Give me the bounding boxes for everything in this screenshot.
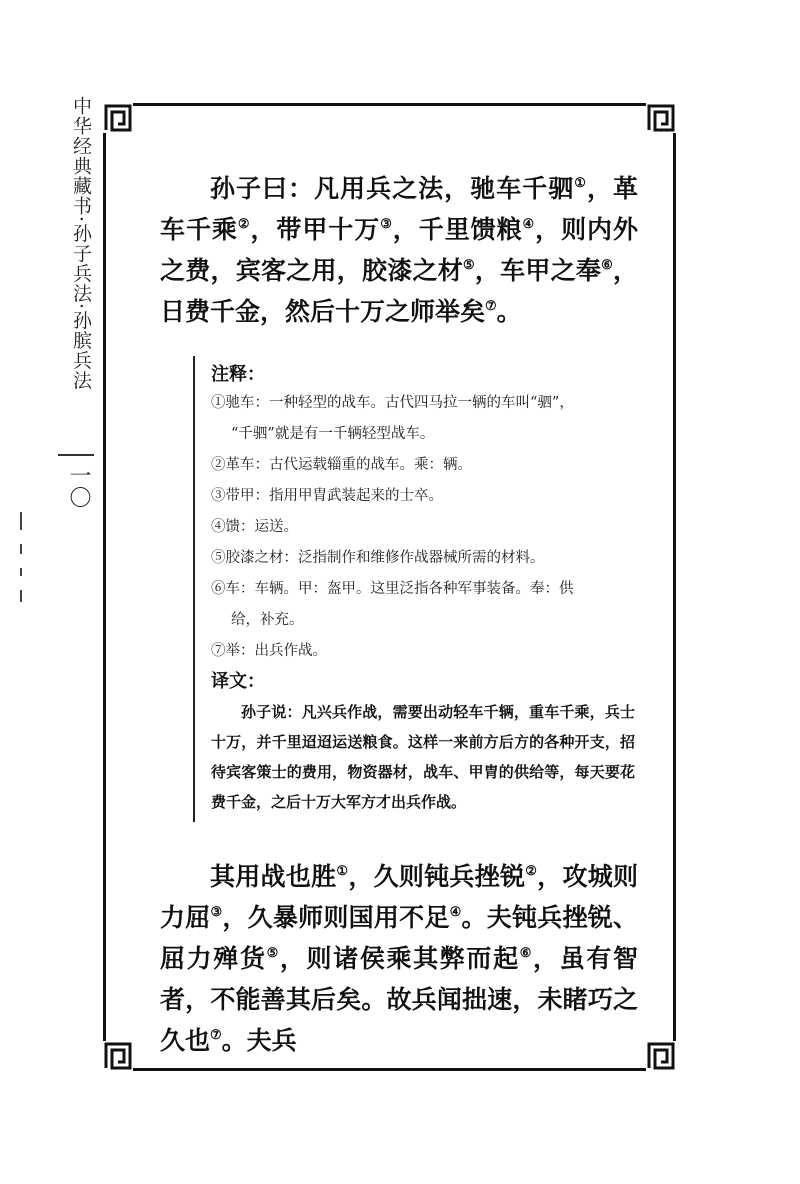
corner-ornament-icon	[646, 103, 676, 133]
note-marker: ⑥	[519, 946, 534, 961]
annotation-box	[193, 356, 635, 822]
note-marker: ②	[525, 864, 538, 879]
text-run: ，带甲十万	[250, 215, 381, 244]
note-item	[211, 543, 635, 574]
corner-ornament-icon	[646, 1041, 676, 1071]
text-run: ，久暴师则国用不足	[222, 903, 450, 932]
note-text: ③带甲：指用甲胄武装起来的士卒。	[211, 488, 443, 504]
text-run: ，虽有智者，不能善其后矣。故兵闻拙速，未睹巧之久也	[160, 944, 638, 1055]
text-run: 。夫钝兵挫锐、屈力殚货	[160, 903, 638, 973]
text-run: ，车甲之奉	[474, 256, 602, 285]
text-run: ，革车千乘	[160, 174, 638, 244]
note-marker: ①	[574, 176, 587, 191]
margin-marks	[20, 512, 26, 616]
note-item	[211, 481, 635, 512]
text-run: 孙子曰：凡用兵之法，驰车千驷	[210, 174, 575, 203]
text-run: ，千里馈粮	[392, 215, 523, 244]
notes-heading: 注释：	[211, 364, 265, 385]
text-run: ，日费千金，然后十万之师举矣	[160, 256, 638, 326]
text-run: 。	[496, 297, 522, 326]
note-marker: ⑦	[210, 1028, 222, 1043]
note-item	[211, 450, 635, 481]
note-marker: ⑥	[601, 258, 613, 273]
text-run: ，久则钝兵挫锐	[348, 862, 526, 891]
note-item	[211, 636, 635, 667]
note-marker: ②	[237, 217, 251, 232]
note-continuation: “千驷”就是有一千辆轻型战车。	[231, 426, 435, 442]
page-number: 一〇	[66, 464, 91, 508]
note-marker: ⑦	[485, 299, 497, 314]
note-text: ④馈：运送。	[211, 519, 298, 535]
original-text-paragraph-2	[160, 856, 638, 1061]
text-run: ，攻城则力屈	[160, 862, 638, 932]
text-run: ，则内外之费，宾客之用，胶漆之材	[160, 215, 638, 285]
note-marker: ④	[522, 217, 536, 232]
page-number-rule	[58, 454, 94, 456]
note-text: ⑥车：车辆。甲：盔甲。这里泛指各种军事装备。奉：供	[211, 581, 574, 597]
note-marker: ④	[449, 905, 462, 920]
note-marker: ⑤	[462, 258, 475, 273]
translation-heading: 译文：	[211, 671, 265, 692]
note-marker: ③	[380, 217, 393, 232]
note-text: ⑦举：出兵作战。	[211, 643, 327, 659]
book-series-title: 中华经典藏书·孙子兵法·孙膑兵法	[70, 96, 92, 391]
note-continuation: 给，补充。	[231, 612, 304, 628]
note-item	[211, 574, 635, 636]
text-run: 。夫兵	[221, 1026, 297, 1055]
note-item	[211, 512, 635, 543]
note-text: ⑤胶漆之材：泛指制作和维修作战器械所需的材料。	[211, 550, 545, 566]
corner-ornament-icon	[103, 103, 133, 133]
note-text: ②革车：古代运载辎重的战车。乘：辆。	[211, 457, 472, 473]
note-marker: ①	[336, 864, 349, 879]
note-marker: ③	[210, 905, 223, 920]
text-run: 其用战也胜	[210, 862, 337, 891]
corner-ornament-icon	[103, 1041, 133, 1071]
note-text: ①驰车：一种轻型的战车。古代四马拉一辆的车叫“驷”，	[211, 395, 574, 411]
note-marker: ⑤	[266, 946, 280, 961]
original-text-paragraph-1	[160, 168, 638, 332]
translation-body: 孙子说：凡兴兵作战，需要出动轻车千辆，重车千乘，兵士十万，并千里迢迢运送粮食。这样一来前方后方的各种开支，招待宾客策士的费用，物资器材，战车、甲胄的供给等，每天要花费千金，之后十万大军方才出兵作战。	[211, 703, 635, 811]
text-run: ，则诸侯乘其弊而起	[279, 944, 520, 973]
note-item	[211, 388, 635, 450]
